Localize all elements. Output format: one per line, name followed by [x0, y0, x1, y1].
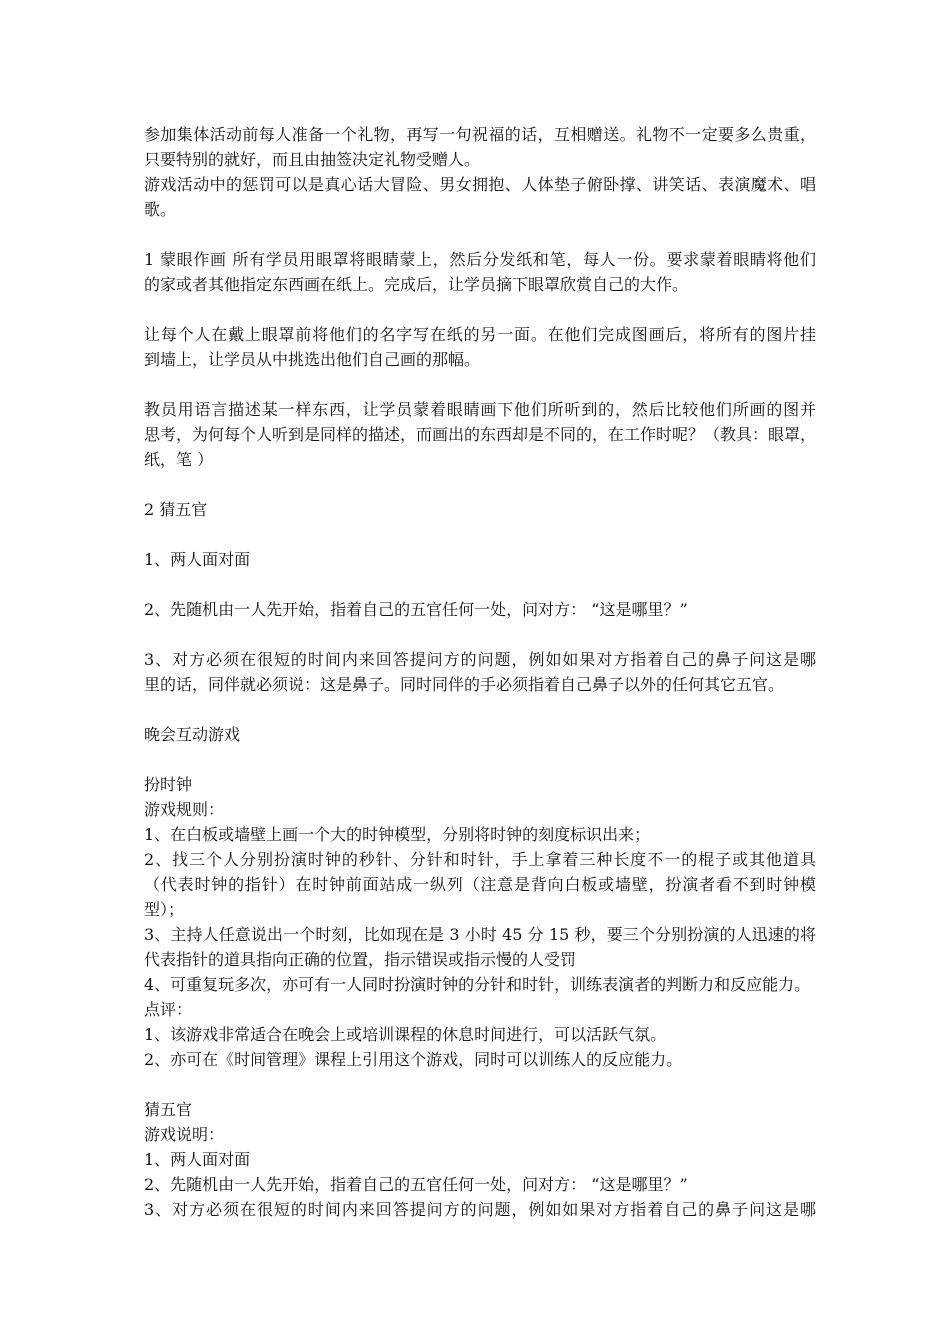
text-line: 教员用语言描述某一样东西，让学员蒙着眼睛画下他们所听到的，然后比较他们所画的图并 [144, 400, 816, 419]
paragraph [144, 1097, 816, 1222]
text-line: 代表指针的道具指向正确的位置，指示错误或指示慢的人受罚 [144, 950, 577, 969]
paragraph [144, 247, 816, 297]
text-line: （代表时钟的指针）在时钟前面站成一纵列（注意是背向白板或墙壁，扮演者看不到时钟模 [144, 875, 816, 894]
text-line: 点评： [144, 1000, 193, 1019]
text-line: 2、找三个人分别扮演时钟的秒针、分针和时针，手上拿着三种长度不一的棍子或其他道具 [144, 850, 816, 869]
text-line: 2、先随机由一人先开始，指着自己的五官任何一处，问对方： “这是哪里？” [144, 1175, 688, 1194]
paragraph [144, 122, 816, 222]
paragraph-gap [144, 472, 816, 497]
text-line: 2、亦可在《时间管理》课程上引用这个游戏，同时可以训练人的反应能力。 [144, 1050, 683, 1069]
text-line: 2 猜五官 [144, 500, 208, 519]
paragraph [144, 597, 816, 622]
text-line: 只要特别的就好，而且由抽签决定礼物受赠人。 [144, 150, 481, 169]
document-page [144, 122, 816, 1222]
paragraph-gap [144, 222, 816, 247]
text-line: 1、两人面对面 [144, 1150, 251, 1169]
paragraph [144, 647, 816, 697]
paragraph-gap [144, 522, 816, 547]
text-line: 到墙上，让学员从中挑选出他们自己画的那幅。 [144, 350, 481, 369]
text-line: 型）； [144, 900, 185, 919]
text-line: 游戏活动中的惩罚可以是真心话大冒险、男女拥抱、人体垫子俯卧撑、讲笑话、表演魔术、唱 [144, 175, 816, 194]
paragraph-gap [144, 697, 816, 722]
paragraph [144, 322, 816, 372]
paragraph-gap [144, 1072, 816, 1097]
text-line: 纸，笔 ） [144, 450, 214, 469]
text-line: 游戏说明： [144, 1125, 225, 1144]
text-line: 3、对方必须在很短的时间内来回答提问方的问题，例如如果对方指着自己的鼻子问这是哪 [144, 1200, 816, 1219]
text-line: 游戏规则： [144, 800, 225, 819]
text-line: 猜五官 [144, 1100, 193, 1119]
text-line: 3、对方必须在很短的时间内来回答提问方的问题，例如如果对方指着自己的鼻子问这是哪 [144, 650, 816, 669]
text-line: 里的话，同伴就必须说：这是鼻子。同时同伴的手必须指着自己鼻子以外的任何其它五官。 [144, 675, 785, 694]
paragraph [144, 722, 816, 747]
paragraph-gap [144, 747, 816, 772]
text-line: 让每个人在戴上眼罩前将他们的名字写在纸的另一面。在他们完成图画后，将所有的图片挂 [144, 325, 816, 344]
paragraph [144, 547, 816, 572]
paragraph-gap [144, 622, 816, 647]
text-line: 1、该游戏非常适合在晚会上或培训课程的休息时间进行，可以活跃气氛。 [144, 1025, 667, 1044]
text-line: 1、在白板或墙壁上画一个大的时钟模型，分别将时钟的刻度标识出来； [144, 825, 651, 844]
text-line: 1、两人面对面 [144, 550, 251, 569]
paragraph [144, 497, 816, 522]
paragraph-gap [144, 372, 816, 397]
text-line: 3、主持人任意说出一个时刻，比如现在是 3 小时 45 分 15 秒，要三个分别扮演的人迅速的将 [144, 925, 816, 944]
text-line: 2、先随机由一人先开始，指着自己的五官任何一处，问对方： “这是哪里？” [144, 600, 688, 619]
text-line: 歌。 [144, 200, 177, 219]
paragraph [144, 397, 816, 472]
text-line: 的家或者其他指定东西画在纸上。完成后，让学员摘下眼罩欣赏自己的大作。 [144, 275, 689, 294]
text-line: 扮时钟 [144, 775, 193, 794]
text-line: 晚会互动游戏 [144, 725, 241, 744]
paragraph-gap [144, 572, 816, 597]
text-line: 1 蒙眼作画 所有学员用眼罩将眼睛蒙上，然后分发纸和笔，每人一份。要求蒙着眼睛将他们 [144, 250, 816, 269]
text-line: 参加集体活动前每人准备一个礼物，再写一句祝福的话，互相赠送。礼物不一定要多么贵重， [144, 125, 816, 144]
text-line: 思考，为何每个人听到是同样的描述，而画出的东西却是不同的，在工作时呢？（教具：眼罩， [144, 425, 817, 444]
text-line: 4、可重复玩多次，亦可有一人同时扮演时钟的分针和时针，训练表演者的判断力和反应能力。 [144, 975, 811, 994]
paragraph [144, 772, 816, 1072]
paragraph-gap [144, 297, 816, 322]
